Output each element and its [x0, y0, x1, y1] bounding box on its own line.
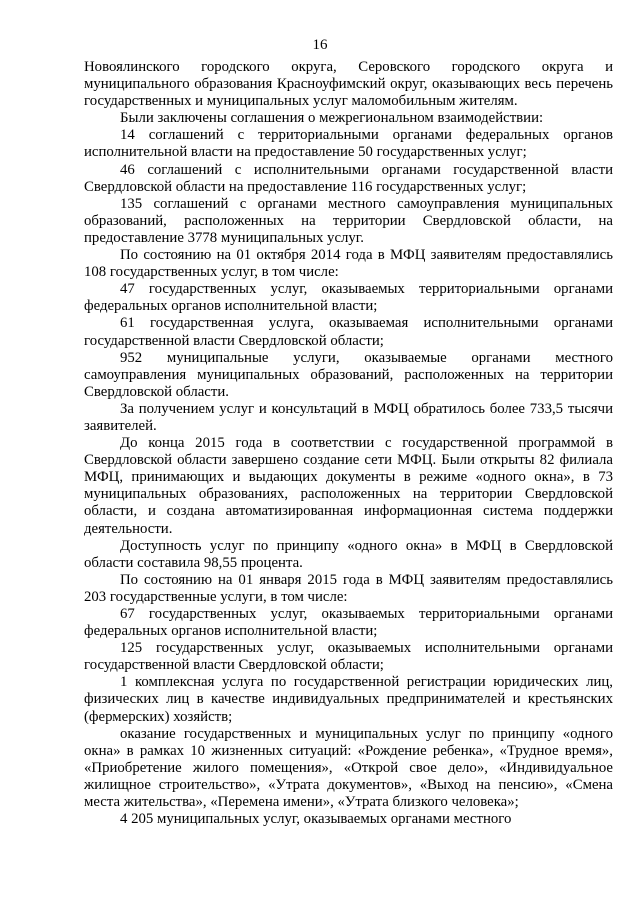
paragraph: По состоянию на 01 октября 2014 года в МФЦ заявителям предоставлялись 108 государственных услуг, в том числе:: [84, 247, 613, 281]
paragraph: 1 комплексная услуга по государственной регистрации юридических лиц, физических лиц в качестве индивидуальных предпринимателей и крестьянских (фермерских) хозяйств;: [84, 674, 613, 725]
paragraph: Были заключены соглашения о межрегиональном взаимодействии:: [120, 110, 544, 127]
paragraph: По состоянию на 01 января 2015 года в МФЦ заявителям предоставлялись 203 государственные услуги, в том числе:: [84, 571, 613, 605]
paragraph: 46 соглашений с исполнительными органами государственной власти Свердловской области на предоставление 116 государственных услуг;: [84, 161, 613, 195]
paragraph: Доступность услуг по принципу «одного окна» в МФЦ в Свердловской области составила 98,55 процента.: [84, 537, 613, 571]
paragraph: 125 государственных услуг, оказываемых исполнительными органами государственной власти Свердловской области;: [84, 640, 613, 674]
paragraph: 61 государственная услуга, оказываемая исполнительными органами государственной власти Свердловской области;: [84, 315, 613, 349]
paragraph: 14 соглашений с территориальными органами федеральных органов исполнительной власти на предоставление 50 государственных услуг;: [84, 127, 613, 161]
paragraph: оказание государственных и муниципальных услуг по принципу «одного окна» в рамках 10 жизненных ситуаций: «Рождение ребенка», «Трудное время», «Приобретение жилого помещения», «Открой свое дело», «Индивидуальное жилищное строительство», «Утрата документов», «Выход на пенсию», «Смена места жительства», «Перемена имени», «Утрата близкого человека»;: [84, 725, 613, 811]
paragraph: За получением услуг и консультаций в МФЦ обратилось более 733,5 тысячи заявителей.: [84, 400, 613, 434]
paragraph: 47 государственных услуг, оказываемых территориальными органами федеральных органов исполнительной власти;: [84, 281, 613, 315]
paragraph: Новоялинского городского округа, Серовского городского округа и муниципального образования Красноуфимский округ, оказывающих весь перечень государственных и муниципальных услуг маломобильным жителям.: [84, 59, 613, 110]
paragraph: 952 муниципальные услуги, оказываемые органами местного самоуправления муниципальных образований, расположенных на территории Свердловской области.: [84, 349, 613, 400]
paragraph: До конца 2015 года в соответствии с государственной программой в Свердловской области завершено создание сети МФЦ. Были открыты 82 филиала МФЦ, принимающих и выдающих документы в режиме «одного окна», в 73 муниципальных образованиях, расположенных на территории Свердловской области, и создана автоматизированная информационная система поддержки деятельности.: [84, 435, 613, 537]
document-body: [84, 59, 613, 828]
paragraph: 135 соглашений с органами местного самоуправления муниципальных образований, расположенных на территории Свердловской области, на предоставление 3778 муниципальных услуг.: [84, 195, 613, 246]
page-number: 16: [312, 37, 328, 53]
paragraph: 4 205 муниципальных услуг, оказываемых органами местного: [120, 811, 512, 828]
paragraph: 67 государственных услуг, оказываемых территориальными органами федеральных органов исполнительной власти;: [84, 606, 613, 640]
